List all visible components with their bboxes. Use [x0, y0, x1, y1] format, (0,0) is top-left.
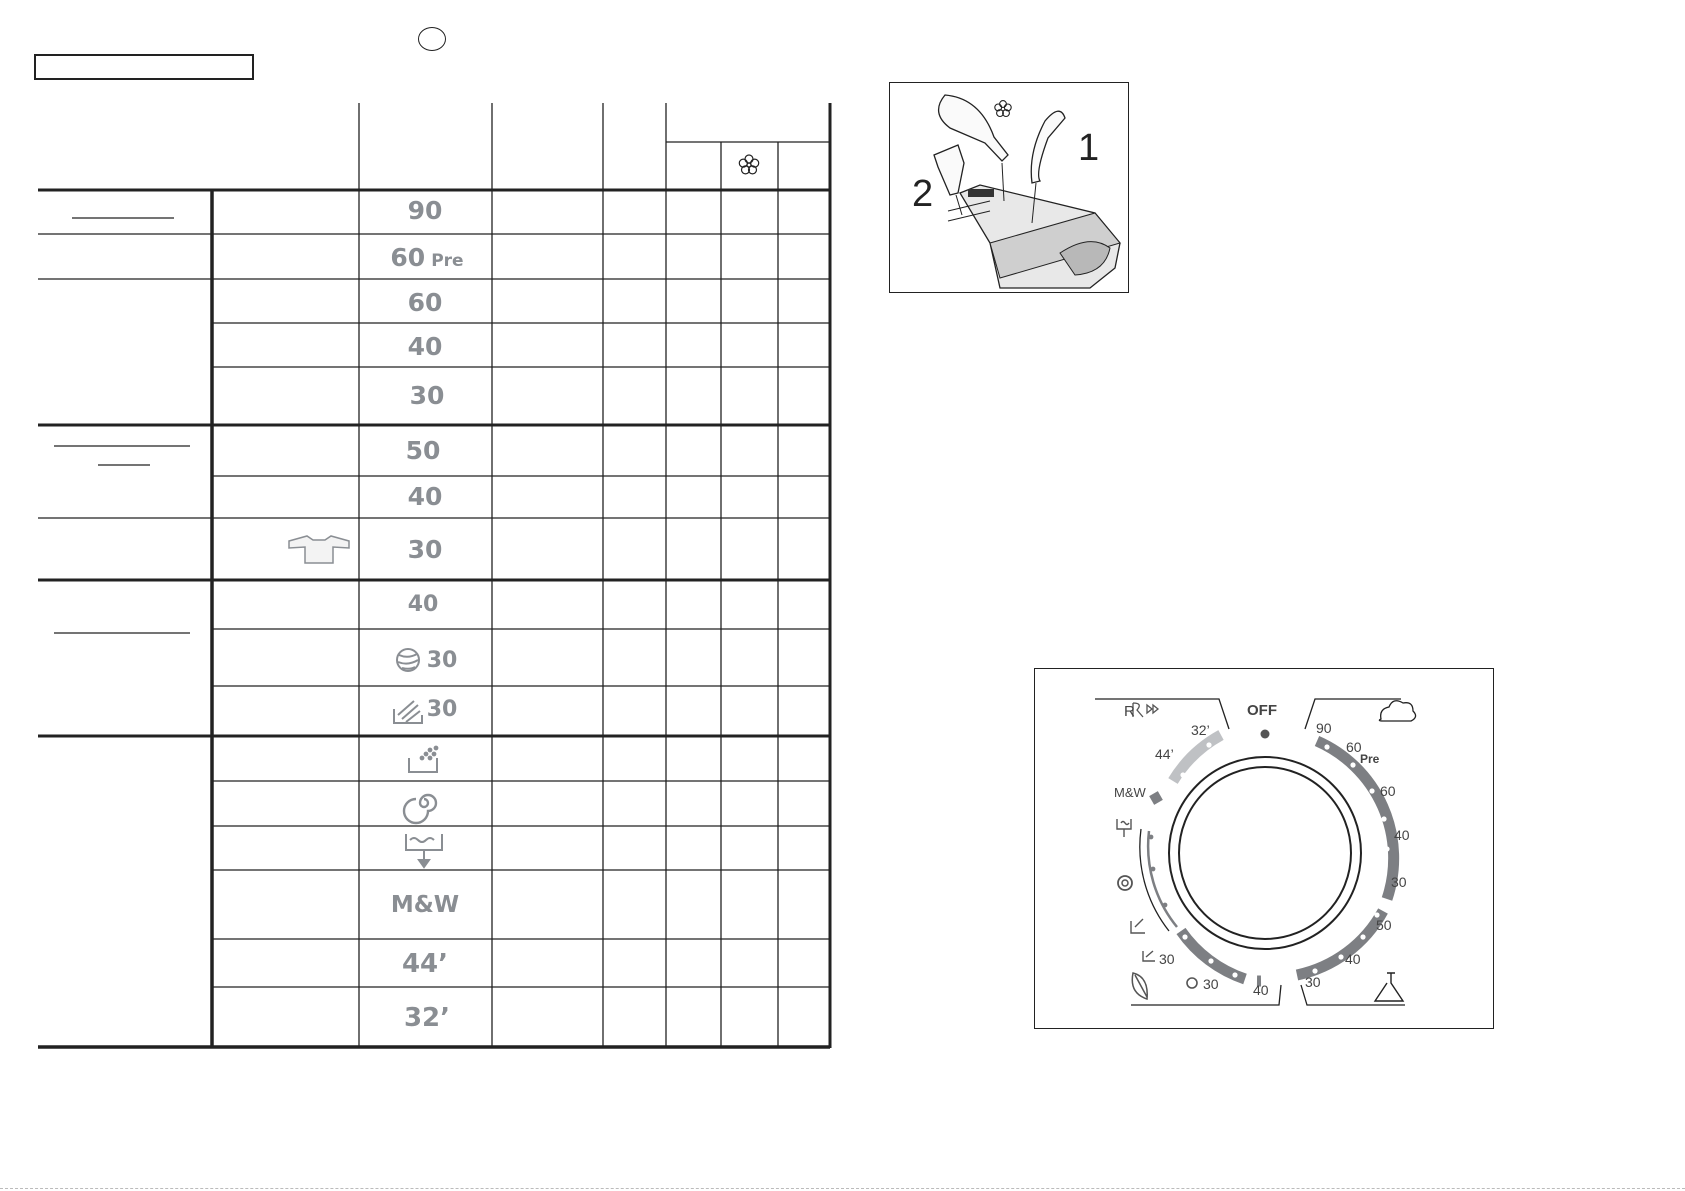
- program-label: 44’: [401, 949, 449, 979]
- flower-icon: [995, 101, 1011, 117]
- program-label: 30: [426, 648, 458, 673]
- dial-label: M&W: [1114, 785, 1146, 800]
- spin-icon: [1118, 876, 1132, 890]
- dispenser-illustration: [889, 82, 1129, 293]
- dial-label: 50: [1376, 917, 1392, 933]
- program-label: 90: [407, 196, 443, 225]
- program-dial-panel: [1034, 668, 1494, 1029]
- dial-label: 40: [1345, 951, 1361, 967]
- program-dial[interactable]: [1035, 669, 1492, 1027]
- eco-icon: [1132, 973, 1147, 999]
- page-edge: [0, 1188, 1685, 1189]
- compartment-label-2: 2: [912, 173, 934, 215]
- program-label: 30: [426, 697, 458, 722]
- dial-label: 90: [1316, 720, 1332, 736]
- flask-icon: [1375, 973, 1403, 1001]
- program-label: 60 Pre: [390, 243, 464, 272]
- program-label: 40: [407, 482, 443, 511]
- spin-icon: [404, 795, 436, 823]
- hand-wash-icon: [394, 701, 422, 723]
- dial-r-label: R: [1124, 703, 1135, 720]
- dial-label: 30: [1305, 974, 1321, 990]
- prewash-icon: [1379, 701, 1415, 721]
- program-label: 30: [407, 535, 443, 564]
- flower-icon: [739, 155, 758, 174]
- wool-icon: [397, 649, 419, 671]
- rinse-spin-icon: [1133, 703, 1158, 717]
- dial-label: 44’: [1155, 746, 1174, 762]
- shirt-icon: [289, 536, 349, 563]
- dial-label: Pre: [1360, 752, 1380, 766]
- rinse-icon: [409, 747, 437, 772]
- wool-icon: [1187, 978, 1197, 988]
- dial-label: 60: [1380, 783, 1396, 799]
- program-label: 40: [407, 592, 439, 617]
- dial-off-label: OFF: [1247, 702, 1277, 719]
- compartment-label-1: 1: [1078, 127, 1100, 169]
- program-label: 60: [407, 288, 443, 317]
- program-label: 50: [405, 436, 441, 465]
- dial-label: 30: [1203, 976, 1219, 992]
- rinse-icon: [1131, 919, 1145, 933]
- dial-label: 40: [1394, 827, 1410, 843]
- dial-label: 32’: [1191, 722, 1210, 738]
- program-label: 40: [407, 332, 443, 361]
- dial-label: 30: [1391, 874, 1407, 890]
- drain-icon: [1117, 819, 1131, 837]
- program-label: 32’: [403, 1003, 451, 1033]
- program-label: M&W: [390, 892, 460, 918]
- dial-label: 60: [1346, 739, 1362, 755]
- program-label: 30: [409, 381, 445, 410]
- hand-wash-icon: [1143, 951, 1155, 961]
- dial-label: 40: [1253, 982, 1269, 998]
- drain-icon: [406, 834, 442, 867]
- dial-label: 30: [1159, 951, 1175, 967]
- mw-marker: [1149, 791, 1163, 805]
- off-indicator-dot: [1261, 730, 1270, 739]
